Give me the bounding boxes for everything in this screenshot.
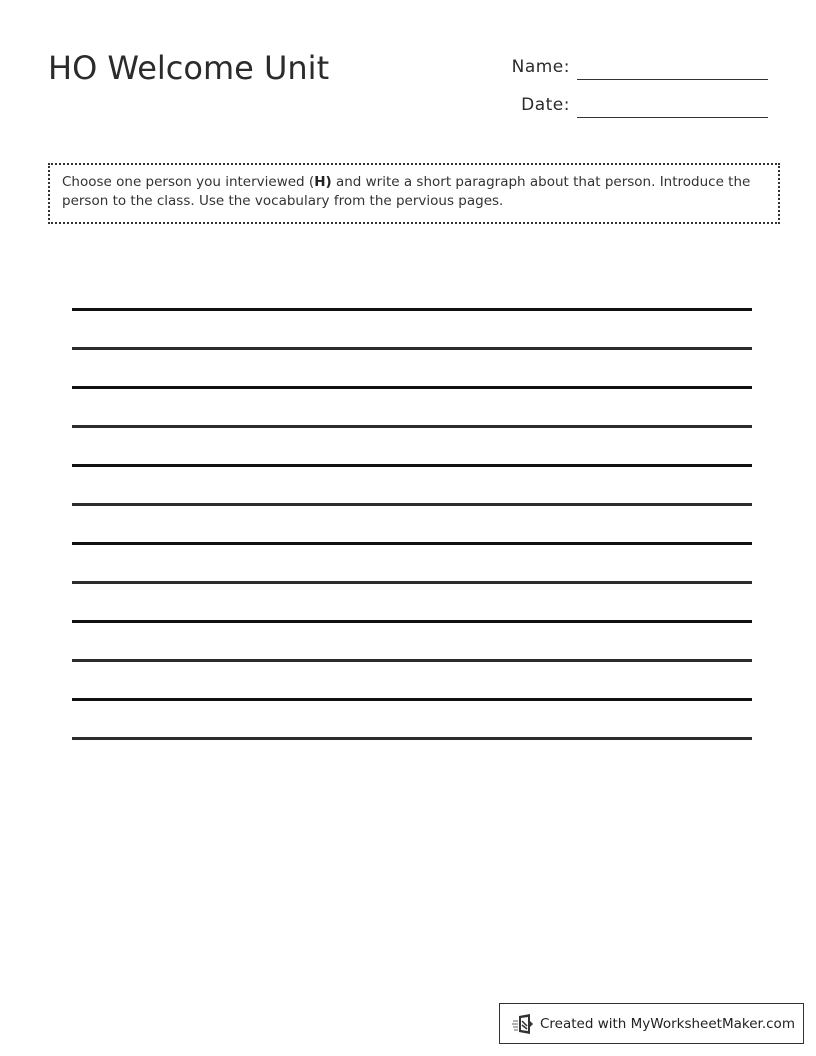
footer-badge bbox=[499, 1003, 804, 1044]
writing-area bbox=[72, 0, 752, 1056]
worksheet-title: HO Welcome Unit bbox=[48, 49, 330, 87]
name-label: Name: bbox=[511, 57, 570, 77]
footer-text[interactable]: Created with MyWorksheetMaker.com bbox=[540, 1015, 795, 1032]
writing-line[interactable] bbox=[72, 503, 752, 506]
instructions-text-1: Choose one person you interviewed ( bbox=[62, 174, 315, 190]
writing-line[interactable] bbox=[72, 659, 752, 662]
instructions-text-2: and write a short paragraph about that person. Introduce the person to the class. Use the vocabulary from the pervious pages. bbox=[62, 174, 751, 209]
writing-line[interactable] bbox=[72, 386, 752, 389]
writing-line[interactable] bbox=[72, 308, 752, 311]
writing-line[interactable] bbox=[72, 581, 752, 584]
writing-line[interactable] bbox=[72, 425, 752, 428]
worksheet-maker-logo-icon bbox=[512, 1013, 534, 1035]
writing-line[interactable] bbox=[72, 698, 752, 701]
instructions-bold-h: H) bbox=[314, 174, 332, 190]
writing-line[interactable] bbox=[72, 347, 752, 350]
writing-line[interactable] bbox=[72, 620, 752, 623]
writing-line[interactable] bbox=[72, 464, 752, 467]
date-label: Date: bbox=[521, 95, 570, 115]
writing-line[interactable] bbox=[72, 737, 752, 740]
writing-line[interactable] bbox=[72, 542, 752, 545]
